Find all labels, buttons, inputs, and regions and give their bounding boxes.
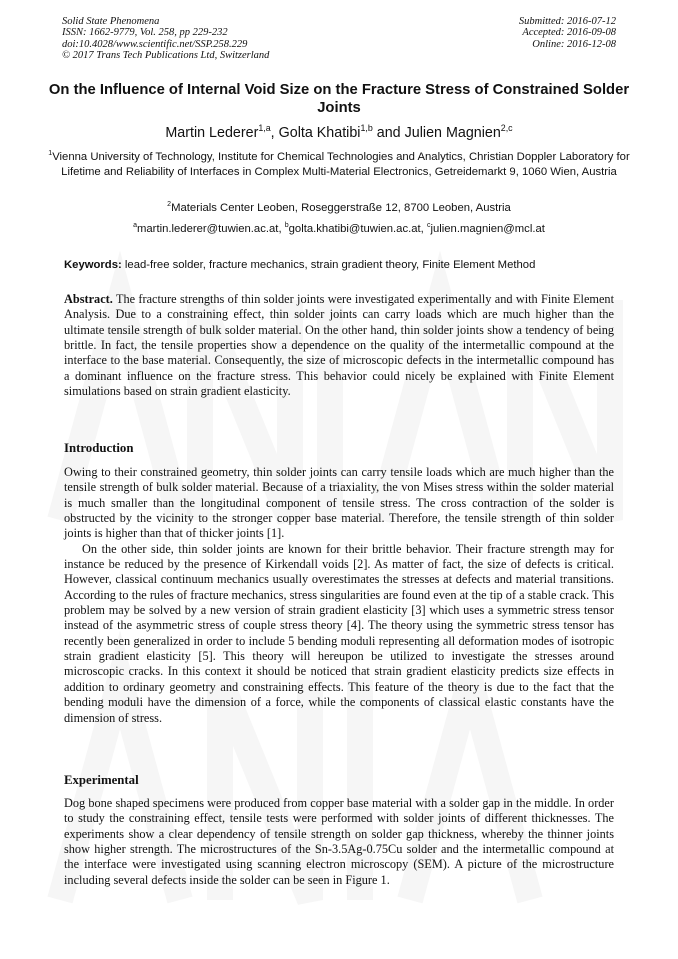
email-mark: b bbox=[284, 222, 289, 230]
journal-copyright: © 2017 Trans Tech Publications Ltd, Switzerland bbox=[62, 50, 270, 62]
introduction-heading: Introduction bbox=[64, 441, 134, 455]
affiliation-text: Materials Center Leoben, Roseggerstraße 12, 8700 Leoben, Austria bbox=[171, 202, 511, 214]
author-name: Golta Khatibi bbox=[278, 125, 361, 141]
email-mark: c bbox=[426, 222, 431, 230]
abstract-section bbox=[64, 292, 614, 399]
submitted-date: Submitted: 2016-07-12 bbox=[518, 16, 616, 27]
experimental-heading: Experimental bbox=[64, 773, 139, 787]
introduction-section bbox=[64, 465, 614, 726]
submission-dates bbox=[519, 16, 616, 50]
email-link[interactable]: julien.magnien@mcl.at bbox=[430, 223, 545, 235]
journal-issn: ISSN: 1662-9779, Vol. 258, pp 229-232 bbox=[62, 27, 228, 39]
email-link[interactable]: golta.khatibi@tuwien.ac.at bbox=[288, 223, 421, 235]
author-name: Martin Lederer bbox=[165, 125, 259, 141]
affiliation-text: Vienna University of Technology, Institute for Chemical Technologies and Analytics, Christian Doppler Laboratory for Lifetime and Reliability of Interfaces in Complex Multi-Material Electronics, Getreidemarkt 9, 1060 Wien, Austria bbox=[52, 151, 630, 178]
introduction-paragraph-1: Owing to their constrained geometry, thin solder joints can carry tensile loads which are much higher than the tensile strength of bulk solder material. Because of a triaxiality, the von Mises stress within the solder material is much smaller than the longitudinal component of tensile stress. The cross contraction of the solder is obstructed by the vicinity to the stronger copper base material. Therefore, the tensile strength of thin solder joints is higher than that of thicker joints [1]. bbox=[64, 465, 614, 541]
email-separator: , bbox=[278, 223, 285, 235]
introduction-paragraph-2: On the other side, thin solder joints are known for their brittle behavior. Their fracture strength may for instance be reduced by the presence of Kirkendall voids [2]. As matter of fact, the size of defects is critical. However, classical continuum mechanics usually overestimates the stresses at defects and material transitions. According to the rules of fracture mechanics, stress singularities are found even at the tip of a stable crack. This problem may be solved by a new version of strain gradient elasticity [3] which uses a symmetric stress tensor instead of the asymmetric stress of couple stress theory [4]. The theory using the symmetric stress tensor has recently been generalized in order to include 5 bending moduli representing all deformation modes of isotropic strain gradient elasticity [5]. This theory will hereupon be utilized to investigate the stresses around microscopic cracks. In this context it should be noticed that strain gradient elasticity predicts size effects in addition to ordinary geometry and constraining effects. This feature of the theory is due to the fact that the bending moduli have the dimension of a force, while the components of classical elastic constants have the dimension of stress. bbox=[64, 541, 614, 725]
affiliation-mark: 2 bbox=[167, 201, 172, 209]
affiliation-2 bbox=[40, 201, 638, 216]
author-name: Julien Magnien bbox=[404, 125, 501, 141]
keywords-text: lead-free solder, fracture mechanics, strain gradient theory, Finite Element Method bbox=[124, 259, 536, 271]
journal-name: Solid State Phenomena bbox=[62, 16, 160, 27]
journal-info bbox=[62, 16, 269, 62]
keywords bbox=[64, 258, 616, 273]
email-link[interactable]: martin.lederer@tuwien.ac.at bbox=[136, 223, 279, 235]
experimental-paragraph-1: Dog bone shaped specimens were produced from copper base material with a solder gap in the middle. In order to study the constraining effect, tensile tests were performed with solder joints of different thicknesses. The experiments show a clear dependency of tensile strength on solder gap thickness, whereby the thinner joints show higher strength. The microstructures of the Sn-3.5Ag-0.75Cu solder and the intermetallic compound at the interface were investigated using scanning electron microscopy (SEM). A picture of the microstructure including several defects inside the solder can be seen in Figure 1. bbox=[64, 796, 614, 887]
accepted-date: Accepted: 2016-09-08 bbox=[522, 27, 616, 39]
abstract-text: The fracture strengths of thin solder joints were investigated experimentally and with Finite Element Analysis. Due to a constraining effect, thin solder joints can carry loads which are much higher than the ultimate tensile strength of bulk solder material. On the other hand, thin solder joints show a tendency of being brittle. In fact, the tensile properties show a dependence on the quality of the intermetallic compound at the interface to the base material. Consequently, the size of microscopic defects in the intermetallic compound has a dominant influence on the fracture stress. This behavior could nicely be explained with Finite Element simulations based on strain gradient elasticity. bbox=[64, 292, 615, 399]
author-separator: , bbox=[270, 125, 279, 141]
journal-doi: doi:10.4028/www.scientific.net/SSP.258.229 bbox=[62, 38, 248, 50]
abstract-paragraph bbox=[64, 292, 614, 399]
online-date: Online: 2016-12-08 bbox=[532, 38, 616, 50]
experimental-section bbox=[64, 796, 614, 888]
keywords-label: Keywords: bbox=[64, 259, 122, 271]
author-separator: and bbox=[372, 125, 405, 141]
author-affiliation-mark: 2,c bbox=[500, 123, 513, 134]
affiliation-mark: 1 bbox=[48, 150, 53, 158]
affiliation-1 bbox=[40, 150, 638, 180]
paper-title: On the Influence of Internal Void Size on the Fracture Stress of Constrained Solder Joints bbox=[48, 82, 630, 116]
author-list bbox=[40, 124, 638, 142]
author-affiliation-mark: 1,a bbox=[258, 123, 271, 134]
email-separator: , bbox=[420, 223, 427, 235]
abstract-label: Abstract. bbox=[64, 292, 113, 306]
author-affiliation-mark: 1,b bbox=[360, 123, 373, 134]
author-emails bbox=[40, 222, 638, 237]
email-mark: a bbox=[133, 222, 137, 230]
